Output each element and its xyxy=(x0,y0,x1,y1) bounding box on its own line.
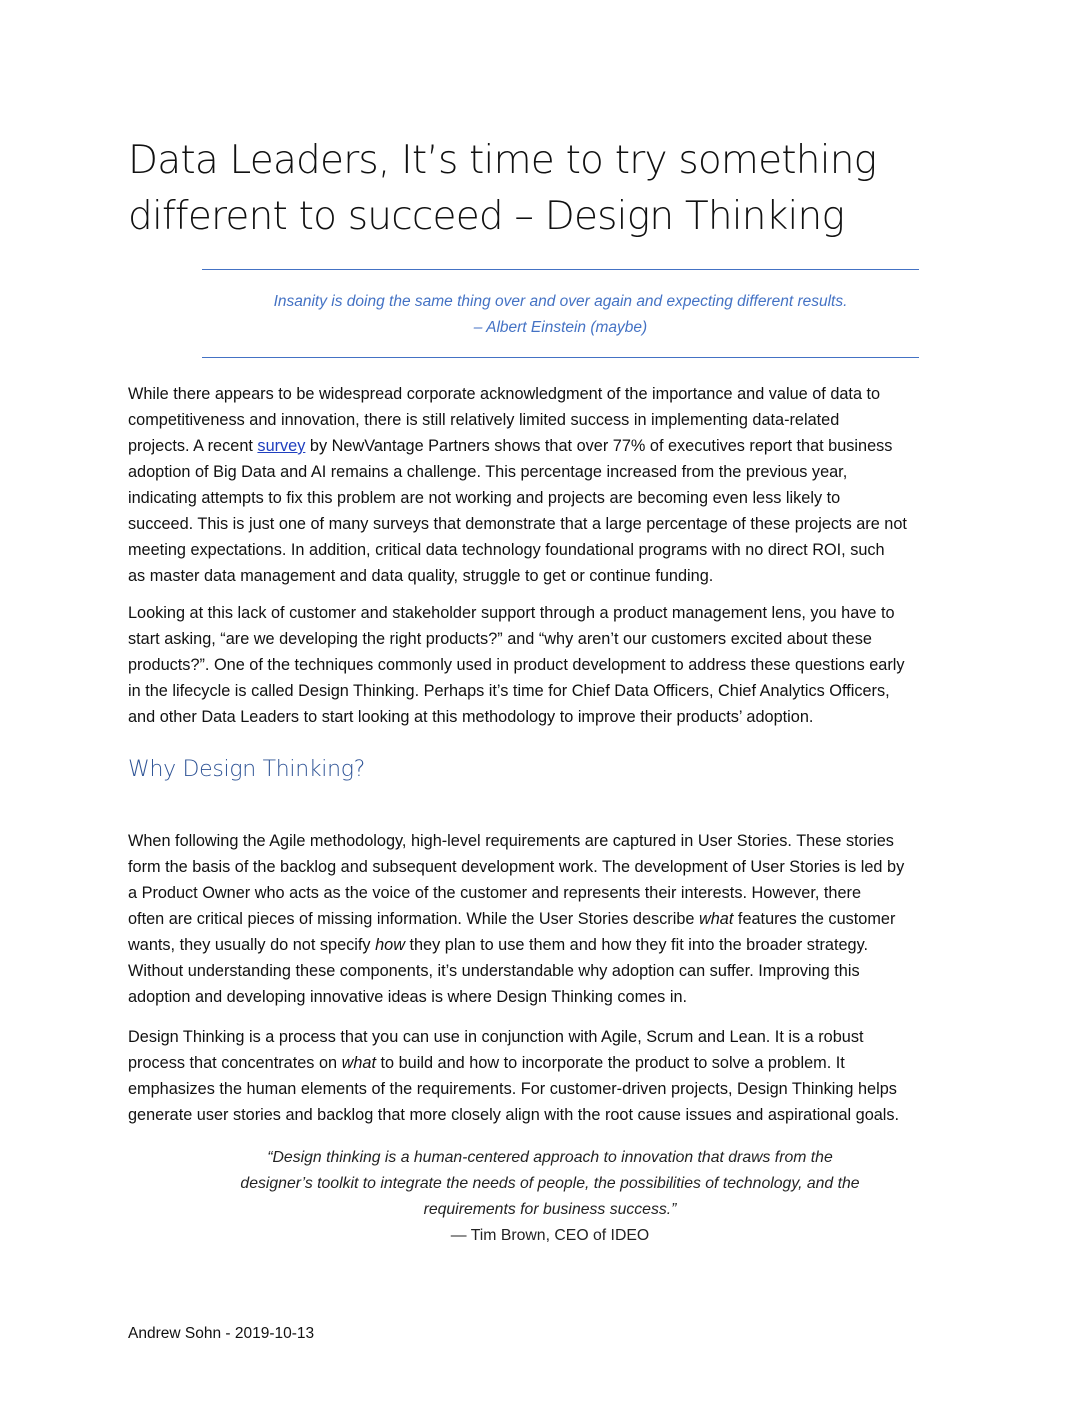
text-run: projects. A recent xyxy=(128,437,258,455)
section-heading: Why Design Thinking? xyxy=(128,757,366,782)
emphasis-what: what xyxy=(698,910,734,928)
paragraph-line: While there appears to be widespread corporate acknowledgment of the importance and value of data to xyxy=(128,385,881,403)
paragraph-line: competitiveness and innovation, there is still relatively limited success in implementing data-related xyxy=(128,411,840,429)
paragraph-line: as master data management and data quality, struggle to get or continue funding. xyxy=(128,567,714,585)
paragraph-line: products?”. One of the techniques commonly used in product development to address these questions early xyxy=(128,656,905,674)
block-quote-line: requirements for business success.” xyxy=(423,1201,677,1218)
block-quote xyxy=(160,1145,940,1249)
title-line-2: different to succeed – Design Thinking xyxy=(128,194,845,239)
text-run: to build and how to incorporate the product to solve a problem. It xyxy=(376,1054,845,1072)
paragraph-agile xyxy=(128,828,996,1010)
epigraph-top-rule xyxy=(202,269,919,270)
paragraph-product-lens xyxy=(128,600,996,730)
paragraph-line xyxy=(128,433,996,459)
paragraph-line: Looking at this lack of customer and stakeholder support through a product management lens, you have to xyxy=(128,604,895,622)
document-title xyxy=(128,133,948,245)
epigraph xyxy=(202,289,919,341)
paragraph-line: meeting expectations. In addition, critical data technology foundational programs with no direct ROI, such xyxy=(128,541,885,559)
paragraph-line xyxy=(128,906,996,932)
text-run: wants, they usually do not specify xyxy=(128,936,376,954)
paragraph-line: adoption and developing innovative ideas is where Design Thinking comes in. xyxy=(128,988,688,1006)
text-run: often are critical pieces of missing information. While the User Stories describe xyxy=(128,910,699,928)
paragraph-intro xyxy=(128,381,996,589)
epigraph-bottom-rule xyxy=(202,357,919,358)
paragraph-line: a Product Owner who acts as the voice of the customer and represents their interests. However, there xyxy=(128,884,862,902)
paragraph-line: generate user stories and backlog that more closely align with the root cause issues and aspirational goals. xyxy=(128,1106,900,1124)
title-line-1: Data Leaders, It’s time to try something xyxy=(128,138,877,183)
survey-link[interactable]: survey xyxy=(257,437,306,455)
emphasis-what: what xyxy=(341,1054,376,1072)
paragraph-line: When following the Agile methodology, high-level requirements are captured in User Stories. These stories xyxy=(128,832,894,850)
block-quote-attribution: — Tim Brown, CEO of IDEO xyxy=(450,1227,650,1244)
paragraph-line: and other Data Leaders to start looking at this methodology to improve their products’ adoption. xyxy=(128,708,814,726)
text-run: they plan to use them and how they fit into the broader strategy. xyxy=(404,936,869,954)
epigraph-quote: Insanity is doing the same thing over and over again and expecting different results. xyxy=(273,293,848,310)
block-quote-line: “Design thinking is a human-centered approach to innovation that draws from the xyxy=(267,1149,833,1166)
page-footer: Andrew Sohn - 2019-10-13 xyxy=(128,1325,315,1342)
epigraph-attribution: – Albert Einstein (maybe) xyxy=(473,319,648,336)
paragraph-line: indicating attempts to fix this problem are not working and projects are becoming even less likely to xyxy=(128,489,841,507)
text-run: by NewVantage Partners shows that over 77% of executives report that business xyxy=(305,437,893,455)
paragraph-line: in the lifecycle is called Design Thinking. Perhaps it’s time for Chief Data Officers, Chief Analytics Officers, xyxy=(128,682,890,700)
paragraph-line: emphasizes the human elements of the requirements. For customer-driven projects, Design Thinking helps xyxy=(128,1080,897,1098)
block-quote-line: designer’s toolkit to integrate the needs of people, the possibilities of technology, and the xyxy=(240,1175,860,1192)
paragraph-line: start asking, “are we developing the right products?” and “why aren’t our customers excited about these xyxy=(128,630,872,648)
paragraph-line: Design Thinking is a process that you can use in conjunction with Agile, Scrum and Lean. It is a robust xyxy=(128,1028,864,1046)
paragraph-line xyxy=(128,932,996,958)
paragraph-design-thinking xyxy=(128,1024,996,1128)
text-run: features the customer xyxy=(733,910,896,928)
paragraph-line: form the basis of the backlog and subsequent development work. The development of User Stories is led by xyxy=(128,858,905,876)
paragraph-line: Without understanding these components, it’s understandable why adoption can suffer. Improving this xyxy=(128,962,860,980)
emphasis-how: how xyxy=(375,936,405,954)
paragraph-line: adoption of Big Data and AI remains a challenge. This percentage increased from the previous year, xyxy=(128,463,848,481)
paragraph-line: succeed. This is just one of many surveys that demonstrate that a large percentage of these projects are not xyxy=(128,515,907,533)
text-run: process that concentrates on xyxy=(128,1054,342,1072)
paragraph-line xyxy=(128,1050,996,1076)
